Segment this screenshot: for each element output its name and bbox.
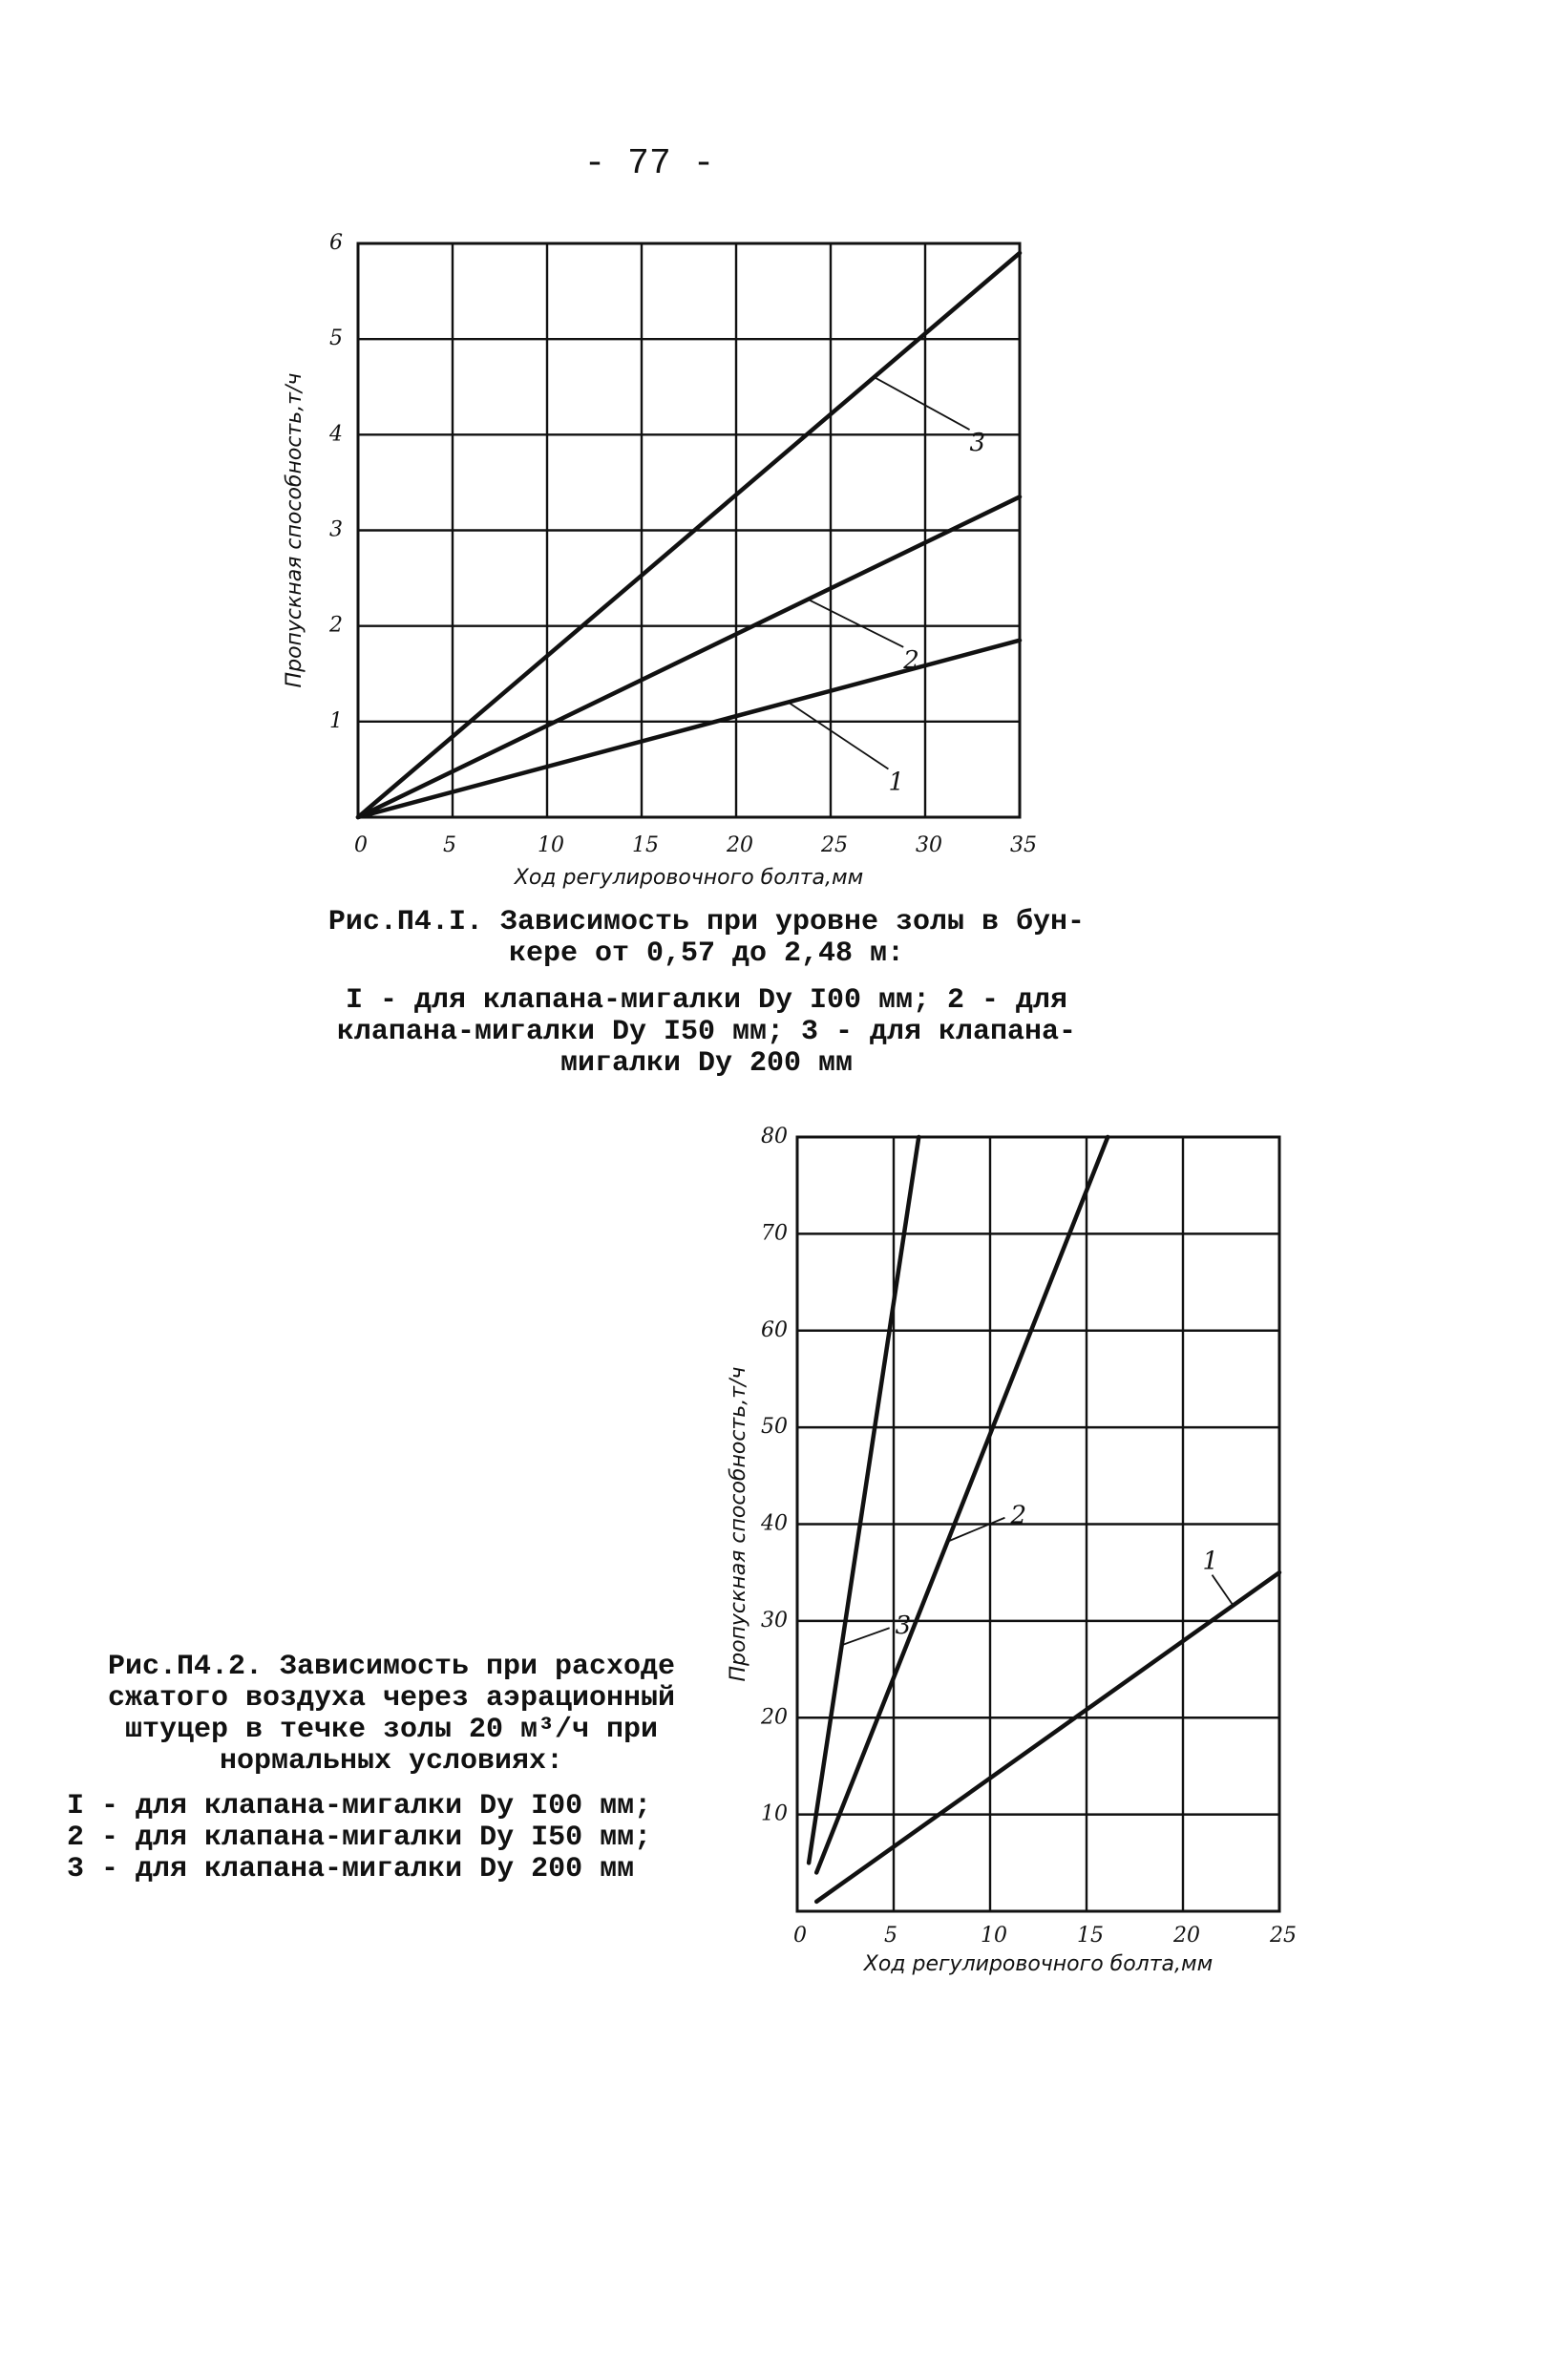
y-tick-label: 40 — [761, 1511, 788, 1536]
y-tick-label: 70 — [761, 1221, 788, 1246]
x-tick-label: 20 — [1173, 1924, 1200, 1948]
x-tick-label: 0 — [793, 1924, 807, 1948]
x-tick-label: 10 — [981, 1924, 1007, 1948]
series-label-1: 1 — [888, 768, 904, 797]
y-tick-label: 6 — [329, 231, 343, 255]
page-number: - 77 - — [583, 143, 715, 184]
figure-2-caption — [67, 1652, 716, 1885]
series-label-3: 3 — [969, 429, 986, 458]
y-tick-label: 2 — [329, 613, 343, 638]
y-tick-label: 4 — [329, 422, 343, 447]
series-leader-3 — [842, 1628, 890, 1645]
figure-1-caption-title: Рис.П4.I. Зависимость при уровне золы в бун- кере от 0,57 до 2,48 м: — [327, 906, 1086, 970]
y-tick-label: 1 — [329, 708, 343, 733]
x-tick-label: 10 — [538, 833, 564, 857]
x-tick-label: 0 — [354, 833, 368, 857]
y-tick-label: 5 — [329, 326, 343, 351]
x-tick-label: 15 — [1077, 1924, 1104, 1948]
figure-2-caption-title: Рис.П4.2. Зависимость при расходе сжатого воздуха через аэрационный штуцер в течке золы 20 м³/ч при нормальных условиях: — [107, 1651, 676, 1778]
y-tick-label: 60 — [761, 1317, 788, 1342]
y-tick-label: 50 — [761, 1415, 788, 1440]
y-tick-label: 10 — [761, 1801, 788, 1826]
figure-1-caption-legend: I - для клапана-мигалки Dу I00 мм; 2 - для клапана-мигалки Dу I50 мм; 3 - для клапана- мигалки Dу 200 мм — [336, 984, 1077, 1080]
series-leader-1 — [1213, 1575, 1234, 1606]
series-label-2: 2 — [1010, 1501, 1027, 1530]
series-label-3: 3 — [895, 1611, 912, 1641]
x-tick-label: 5 — [884, 1924, 897, 1948]
x-tick-label: 35 — [1010, 833, 1037, 857]
y-tick-label: 20 — [761, 1705, 788, 1730]
x-tick-label: 5 — [443, 833, 456, 857]
series-line-2 — [816, 1137, 1108, 1872]
x-tick-label: 25 — [1270, 1924, 1297, 1948]
x-tick-label: 25 — [821, 833, 848, 857]
series-label-1: 1 — [1202, 1547, 1219, 1576]
x-tick-label: 20 — [727, 833, 753, 857]
figure-2-caption-legend: I - для клапана-мигалки Dу I00 мм; 2 - для клапана-мигалки Dу I50 мм; 3 - для клапана-мигалки Dу 200 мм — [67, 1790, 652, 1885]
x-axis-label: Ход регулировочного болта,мм — [863, 1952, 1214, 1976]
x-tick-label: 15 — [632, 833, 659, 857]
y-axis-label: Пропускная способность,т/ч — [727, 1366, 750, 1682]
y-tick-label: 3 — [329, 517, 343, 542]
x-tick-label: 30 — [916, 833, 942, 857]
y-tick-label: 30 — [761, 1608, 788, 1632]
y-tick-label: 80 — [761, 1125, 788, 1148]
x-axis-label: Ход регулировочного болта,мм — [514, 866, 864, 890]
y-axis-label: Пропускная способность,т/ч — [283, 372, 306, 688]
series-label-2: 2 — [903, 645, 919, 675]
